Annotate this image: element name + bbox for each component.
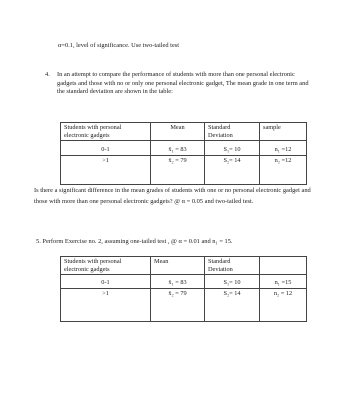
cell-group: 0-1 bbox=[61, 275, 151, 289]
cell-mean: x̄₁ = 83 bbox=[151, 141, 205, 156]
significance-note: α=0.1, level of significance. Use two-tailed test bbox=[58, 42, 180, 49]
header-sample: sample bbox=[260, 123, 307, 141]
question-4-table bbox=[60, 122, 307, 185]
cell-group: >1 bbox=[61, 288, 151, 322]
cell-sample: n₂ = 12 bbox=[260, 288, 307, 322]
question-4-number: 4. bbox=[45, 71, 50, 78]
header-students: Students with personal electronic gadgets bbox=[61, 257, 151, 275]
cell-group: 0-1 bbox=[61, 141, 151, 156]
cell-sample: n₂ =12 bbox=[260, 155, 307, 185]
question-4-text: In an attempt to compare the performance of students with more than one personal electronic gadgets and those with no or only one personal electronic gadget, The mean grade in one term and the standard deviation are shown in the table: bbox=[57, 71, 309, 96]
cell-mean: x̄₂ = 79 bbox=[151, 288, 205, 322]
question-5-table bbox=[60, 256, 307, 322]
cell-sd: S₂= 14 bbox=[205, 155, 260, 185]
header-sample bbox=[260, 257, 307, 275]
cell-sample: n₁ =15 bbox=[260, 275, 307, 289]
table-header-row bbox=[61, 257, 307, 275]
question-5-text: 5. Perform Exercise no. 2, assuming one-tailed test , @ α = 0.01 and n₁ = 15. bbox=[36, 238, 233, 245]
header-standard-deviation: Standard Deviation bbox=[205, 257, 260, 275]
question-4-prompt: Is there a significant difference in the mean grades of students with one or no personal electronic gadget and those with more than one personal electronic gadgets? @ α = 0.05 and two-tailed test. bbox=[34, 187, 311, 205]
cell-sd: S₁= 10 bbox=[205, 275, 260, 289]
header-students: Students with personal electronic gadgets bbox=[61, 123, 151, 141]
table-row bbox=[61, 141, 307, 156]
cell-mean: x̄₂ = 79 bbox=[151, 155, 205, 185]
cell-sample: n₁ =12 bbox=[260, 141, 307, 156]
cell-sd: S₂= 14 bbox=[205, 288, 260, 322]
table-row bbox=[61, 288, 307, 322]
header-standard-deviation: Standard Deviation bbox=[205, 123, 260, 141]
table-row bbox=[61, 275, 307, 289]
header-mean: Mean bbox=[151, 123, 205, 141]
cell-sd: S₁= 10 bbox=[205, 141, 260, 156]
table-row bbox=[61, 155, 307, 185]
cell-mean: x̄₁ = 83 bbox=[151, 275, 205, 289]
cell-group: >1 bbox=[61, 155, 151, 185]
header-mean: Mean bbox=[151, 257, 205, 275]
table-header-row bbox=[61, 123, 307, 141]
